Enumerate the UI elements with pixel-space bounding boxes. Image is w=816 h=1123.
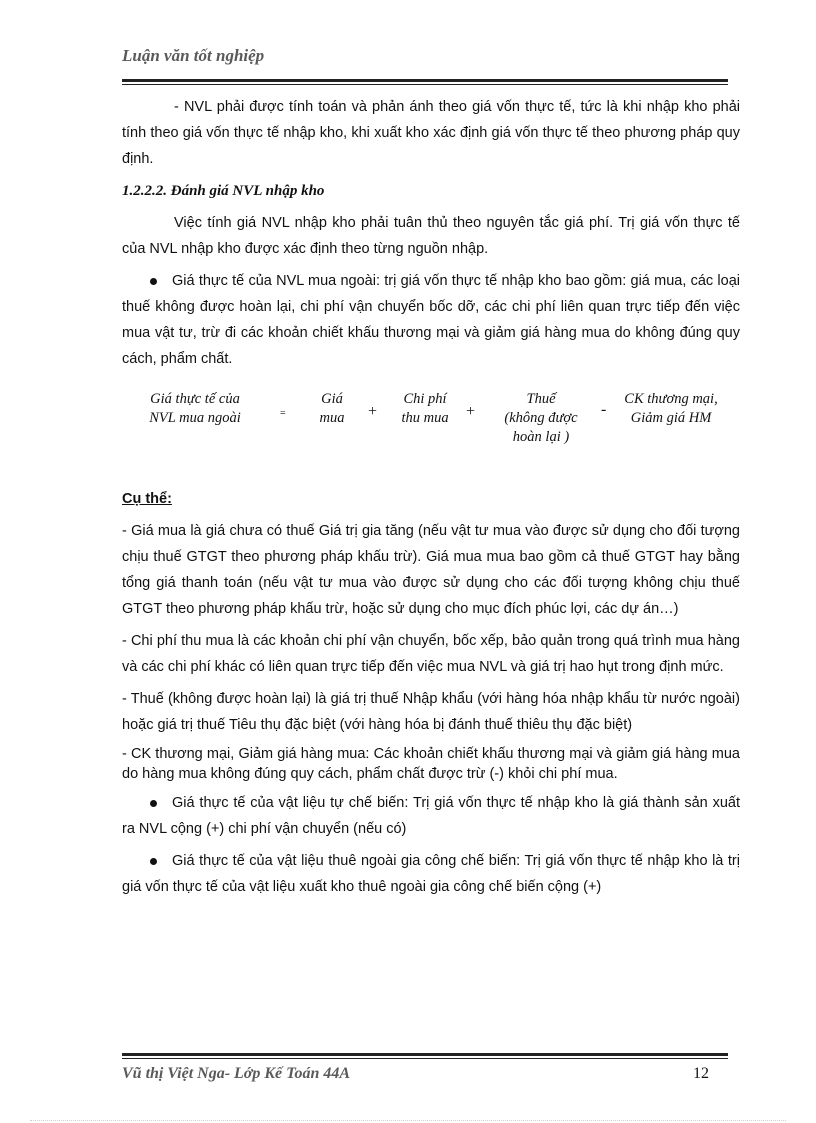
header-title: Luận văn tốt nghiệp bbox=[122, 46, 265, 65]
bullet-item-purchased bbox=[122, 268, 740, 372]
page-edge-divider bbox=[30, 1120, 786, 1121]
page-number: 12 bbox=[693, 1065, 709, 1082]
footer-author: Vũ thị Việt Nga- Lớp Kế Toán 44A bbox=[122, 1065, 351, 1082]
bullet-icon bbox=[150, 800, 157, 807]
detail-purchase-cost: - Chi phí thu mua là các khoản chi phí vận chuyển, bốc xếp, bảo quản trong quá trình mua hàng và các chi phí khác có liên quan trực tiếp đến việc mua NVL và giá trị hao hụt trong định mức. bbox=[122, 633, 740, 675]
detail-purchase-price: - Giá mua là giá chưa có thuế Giá trị gia tăng (nếu vật tư mua vào được sử dụng cho đối tượng chịu thuế GTGT theo phương pháp khấu trừ). Giá mua mua bao gồm cả thuế GTGT hay bằng tổng giá thanh toán (nếu vật tư mua vào được sử dụng cho các đối tượng không chịu thuế GTGT theo phương pháp khấu trừ, hoặc sử dụng cho mục đích phúc lợi, các dự án…) bbox=[122, 523, 740, 617]
footer-rule-thick bbox=[122, 1053, 728, 1056]
formula-term-purchase-cost: Chi phí thu mua bbox=[401, 391, 449, 426]
formula-plus: + bbox=[368, 403, 378, 420]
detail-discount: - CK thương mại, Giảm giá hàng mua: Các khoản chiết khấu thương mại và giảm giá hàng mua do hàng mua không đúng quy cách, phẩm chất được trừ (-) khỏi chi phí mua. bbox=[122, 746, 740, 782]
bullet-icon bbox=[150, 278, 157, 285]
formula-plus: + bbox=[466, 403, 476, 420]
paragraph-intro: Việc tính giá NVL nhập kho phải tuân thủ theo nguyên tắc giá phí. Trị giá vốn thực tế của NVL nhập kho được xác định theo từng nguồn nhập. bbox=[122, 215, 740, 257]
formula-equals: = bbox=[280, 408, 286, 419]
bullet-icon bbox=[150, 858, 157, 865]
formula-term-discount: CK thương mại, Giảm giá HM bbox=[624, 391, 718, 426]
formula bbox=[122, 390, 740, 470]
subheading-cu-the: Cụ thể: bbox=[122, 491, 172, 507]
document-body bbox=[122, 94, 740, 906]
paragraph-nvl-principle: - NVL phải được tính toán và phản ánh theo giá vốn thực tế, tức là khi nhập kho phải tính theo giá vốn thực tế nhập kho, khi xuất kho xác định giá vốn thực tế theo phương pháp quy định. bbox=[122, 99, 740, 167]
bullet-item-outsourced bbox=[122, 848, 740, 900]
header-rule-thick bbox=[122, 79, 728, 82]
detail-tax: - Thuế (không được hoàn lại) là giá trị thuế Nhập khẩu (với hàng hóa nhập khẩu từ nước ngoài) hoặc giá trị thuế Tiêu thụ đặc biệt (với hàng hóa bị đánh thuế thiêu thụ đặc biệt) bbox=[122, 691, 740, 733]
formula-term-purchase-price: Giá mua bbox=[319, 391, 345, 426]
formula-minus: - bbox=[601, 401, 607, 418]
footer-rule-thin bbox=[122, 1058, 728, 1059]
formula-term-tax: Thuế (không được hoàn lại ) bbox=[504, 391, 578, 445]
section-heading: 1.2.2.2. Đánh giá NVL nhập kho bbox=[122, 183, 325, 199]
bullet-text: Giá thực tế của vật liệu tự chế biến: Trị giá vốn thực tế nhập kho là giá thành sản xuất ra NVL cộng (+) chi phí vận chuyển (nếu có) bbox=[122, 795, 740, 837]
header-rule-thin bbox=[122, 84, 728, 85]
bullet-text: Giá thực tế của vật liệu thuê ngoài gia công chế biến: Trị giá vốn thực tế nhập kho là trị giá vốn thực tế của vật liệu xuất kho thuê ngoài gia công chế biến cộng (+) bbox=[122, 853, 740, 895]
formula-lhs: Giá thực tế của NVL mua ngoài bbox=[149, 391, 241, 426]
bullet-item-self-processed bbox=[122, 790, 740, 842]
bullet-text: Giá thực tế của NVL mua ngoài: trị giá vốn thực tế nhập kho bao gồm: giá mua, các loại thuế không được hoàn lại, chi phí vận chuyển bốc dỡ, các chi phí liên quan trực tiếp đến việc mua vật tư, trừ đi các khoản chiết khấu thương mại và giảm giá hàng mua do không đúng quy cách, phẩm chất. bbox=[122, 273, 740, 367]
